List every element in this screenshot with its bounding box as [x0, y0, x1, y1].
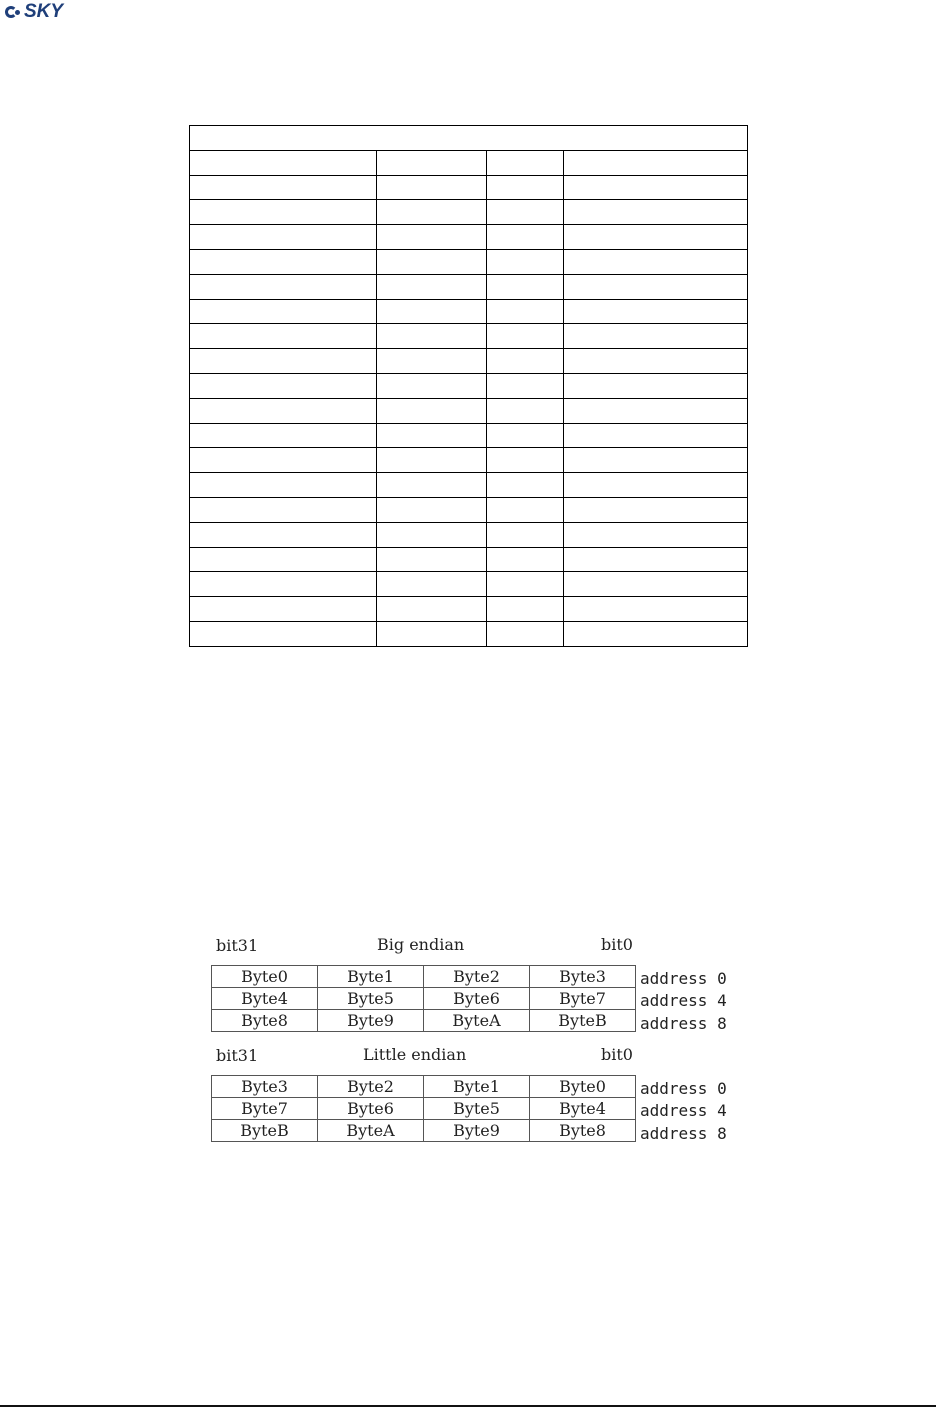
- table-row: [190, 572, 748, 597]
- big-address-0: address 0: [640, 969, 727, 988]
- byte-cell: Byte5: [318, 988, 424, 1010]
- table-cell: [564, 547, 748, 572]
- table-cell: [564, 423, 748, 448]
- table-cell: [487, 522, 564, 547]
- table-cell: [190, 398, 377, 423]
- little-address-0: address 0: [640, 1079, 727, 1098]
- table-cell: [377, 225, 487, 250]
- table-cell: [377, 621, 487, 646]
- table-cell: [487, 473, 564, 498]
- table-row: [190, 324, 748, 349]
- table-row: [190, 373, 748, 398]
- big-bit31-label: bit31: [216, 936, 259, 955]
- table-cell: [377, 150, 487, 175]
- table-cell: [190, 274, 377, 299]
- table-cell: [564, 200, 748, 225]
- table-row: [212, 1120, 636, 1142]
- table-row: [212, 988, 636, 1010]
- table-cell: [377, 522, 487, 547]
- table-cell: [487, 349, 564, 374]
- table-cell: [377, 497, 487, 522]
- table-cell: [487, 497, 564, 522]
- table-cell: [190, 423, 377, 448]
- empty-table: [189, 125, 748, 647]
- byte-cell: ByteA: [424, 1010, 530, 1032]
- table-row: [190, 150, 748, 175]
- table-row: [190, 423, 748, 448]
- table-cell: [377, 423, 487, 448]
- logo-text: SKY: [24, 1, 64, 22]
- table-cell: [377, 597, 487, 622]
- table-cell: [487, 373, 564, 398]
- table-cell: [377, 473, 487, 498]
- table-row: [190, 349, 748, 374]
- byte-cell: Byte6: [318, 1098, 424, 1120]
- big-bit0-label: bit0: [601, 935, 633, 954]
- table-cell: [564, 299, 748, 324]
- table-cell: [190, 225, 377, 250]
- table-cell: [190, 497, 377, 522]
- table-cell: [487, 597, 564, 622]
- byte-cell: Byte1: [318, 966, 424, 988]
- table-cell: [377, 249, 487, 274]
- table-cell: [487, 150, 564, 175]
- table-cell: [564, 274, 748, 299]
- table-cell: [564, 448, 748, 473]
- table-cell: [190, 448, 377, 473]
- table-row: [212, 1098, 636, 1120]
- byte-cell: Byte0: [212, 966, 318, 988]
- table-cell: [190, 522, 377, 547]
- byte-cell: Byte8: [530, 1120, 636, 1142]
- table-cell: [190, 373, 377, 398]
- table-cell: [190, 349, 377, 374]
- table-cell: [487, 200, 564, 225]
- big-address-8: address 8: [640, 1014, 727, 1033]
- table-header-cell: [190, 126, 748, 151]
- byte-cell: Byte6: [424, 988, 530, 1010]
- table-cell: [564, 249, 748, 274]
- table-cell: [190, 299, 377, 324]
- byte-cell: Byte9: [424, 1120, 530, 1142]
- byte-cell: ByteB: [530, 1010, 636, 1032]
- little-bit0-label: bit0: [601, 1045, 633, 1064]
- table-cell: [190, 547, 377, 572]
- table-cell: [487, 175, 564, 200]
- table-row: [212, 1010, 636, 1032]
- table-cell: [377, 175, 487, 200]
- table-cell: [377, 448, 487, 473]
- table-cell: [564, 497, 748, 522]
- little-bit31-label: bit31: [216, 1046, 259, 1065]
- table-row: [190, 547, 748, 572]
- table-cell: [487, 324, 564, 349]
- byte-cell: Byte7: [212, 1098, 318, 1120]
- table-cell: [564, 225, 748, 250]
- byte-cell: Byte3: [530, 966, 636, 988]
- table-cell: [564, 349, 748, 374]
- table-cell: [377, 299, 487, 324]
- table-cell: [487, 547, 564, 572]
- byte-cell: Byte1: [424, 1076, 530, 1098]
- table-cell: [487, 423, 564, 448]
- table-cell: [377, 324, 487, 349]
- table-cell: [564, 572, 748, 597]
- table-row: [190, 522, 748, 547]
- byte-cell: Byte2: [424, 966, 530, 988]
- table-cell: [190, 175, 377, 200]
- table-cell: [564, 522, 748, 547]
- little-address-8: address 8: [640, 1124, 727, 1143]
- logo-icon: [4, 3, 22, 21]
- table-cell: [190, 621, 377, 646]
- table-row: [190, 299, 748, 324]
- table-cell: [564, 175, 748, 200]
- table-cell: [377, 547, 487, 572]
- table-cell: [377, 200, 487, 225]
- table-cell: [487, 274, 564, 299]
- table-cell: [190, 324, 377, 349]
- table-row: [190, 200, 748, 225]
- table-cell: [377, 572, 487, 597]
- table-cell: [487, 225, 564, 250]
- byte-cell: Byte7: [530, 988, 636, 1010]
- table-row: [190, 621, 748, 646]
- little-endian-title: Little endian: [363, 1045, 467, 1064]
- table-cell: [190, 473, 377, 498]
- table-cell: [377, 373, 487, 398]
- byte-cell: ByteA: [318, 1120, 424, 1142]
- table-cell: [190, 249, 377, 274]
- table-row: [190, 597, 748, 622]
- table-row: [190, 448, 748, 473]
- byte-cell: Byte9: [318, 1010, 424, 1032]
- table-cell: [564, 398, 748, 423]
- byte-cell: Byte8: [212, 1010, 318, 1032]
- footer-rule: [0, 1405, 936, 1407]
- byte-cell: ByteB: [212, 1120, 318, 1142]
- byte-cell: Byte0: [530, 1076, 636, 1098]
- table-cell: [564, 373, 748, 398]
- table-cell: [190, 150, 377, 175]
- table-row: [190, 249, 748, 274]
- table-cell: [564, 473, 748, 498]
- byte-cell: Byte4: [212, 988, 318, 1010]
- big-endian-title: Big endian: [377, 935, 465, 954]
- table-row: [190, 175, 748, 200]
- big-endian-grid: [211, 965, 636, 1032]
- table-cell: [487, 448, 564, 473]
- table-row: [190, 398, 748, 423]
- table-row: [190, 497, 748, 522]
- table-cell: [487, 621, 564, 646]
- table-cell: [487, 249, 564, 274]
- little-address-4: address 4: [640, 1101, 727, 1120]
- byte-cell: Byte5: [424, 1098, 530, 1120]
- byte-cell: Byte2: [318, 1076, 424, 1098]
- table-row: [190, 473, 748, 498]
- byte-cell: Byte3: [212, 1076, 318, 1098]
- table-cell: [487, 398, 564, 423]
- little-endian-grid: [211, 1075, 636, 1142]
- table-row: [190, 274, 748, 299]
- table-cell: [377, 274, 487, 299]
- table-row: [212, 1076, 636, 1098]
- table-cell: [487, 299, 564, 324]
- table-row: [190, 126, 748, 151]
- table-cell: [564, 621, 748, 646]
- table-cell: [190, 572, 377, 597]
- table-cell: [564, 597, 748, 622]
- company-logo: [4, 2, 63, 22]
- table-cell: [190, 200, 377, 225]
- endian-diagram: [205, 925, 735, 1155]
- table-cell: [487, 572, 564, 597]
- table-row: [190, 225, 748, 250]
- table-cell: [377, 349, 487, 374]
- table-cell: [377, 398, 487, 423]
- byte-cell: Byte4: [530, 1098, 636, 1120]
- big-address-4: address 4: [640, 991, 727, 1010]
- table-cell: [564, 324, 748, 349]
- table-cell: [190, 597, 377, 622]
- table-cell: [564, 150, 748, 175]
- table-row: [212, 966, 636, 988]
